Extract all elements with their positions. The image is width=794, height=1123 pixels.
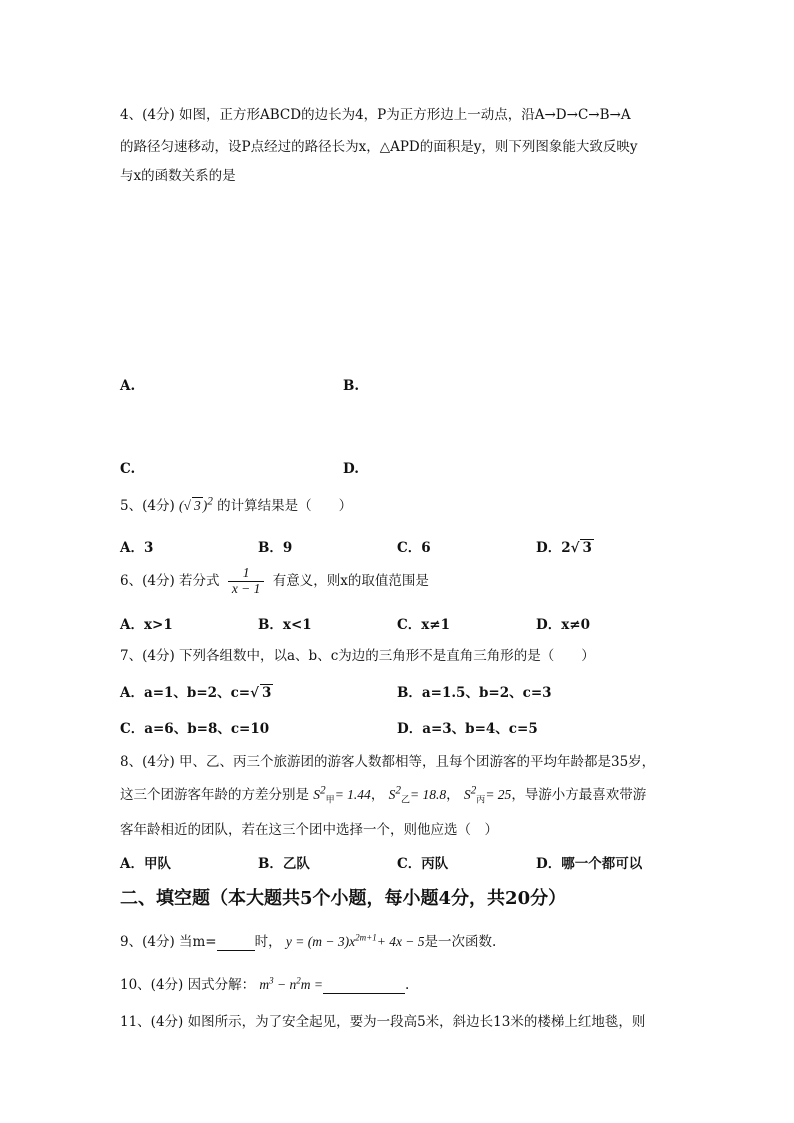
q9-answer-blank[interactable]: [217, 934, 255, 951]
q6-fraction: $\frac{1}{x - 1}$: [228, 566, 265, 597]
q4-option-d[interactable]: D.: [343, 461, 359, 477]
q8-variance-yi: $S^2_乙= 18.8$: [388, 784, 447, 805]
q6-prefix: 6、(4分) 若分式: [120, 572, 220, 589]
q8-variance-bing: $S^2_丙= 25$: [463, 784, 512, 805]
q8-option-c[interactable]: C．丙队: [397, 856, 449, 872]
q4-option-c[interactable]: C.: [120, 461, 136, 477]
q10-stem: 10、(4分) 因式分解： $m^3 - n^2m$ = .: [120, 975, 410, 993]
q7-option-c[interactable]: C．a=6、b=8、c=10: [120, 721, 270, 737]
q5-option-c[interactable]: C．6: [397, 540, 431, 556]
q8-option-a[interactable]: A．甲队: [120, 856, 171, 872]
q5-prefix: 5、(4分): [120, 498, 175, 514]
section-title: 二、填空题（本大题共5个小题，每小题4分，共20分）: [120, 888, 567, 909]
q4-option-a[interactable]: A.: [120, 378, 136, 394]
q4-line-2: 的路径匀速移动，设P点经过的路径长为x，△APD的面积是y，则下列图象能大致反映y: [120, 139, 638, 155]
q4-option-b[interactable]: B.: [343, 378, 360, 394]
q6-option-c[interactable]: C．x≠1: [397, 617, 450, 633]
q5-option-b[interactable]: B．9: [258, 540, 293, 556]
q5-stem: [120, 494, 352, 514]
q8-variance-jia: $S^2_甲= 1.44$: [313, 784, 371, 805]
q5-expression: (√ 3 )$^2$: [179, 495, 213, 513]
q10-expression: $m^3 - n^2m$ =: [259, 975, 323, 992]
q6-stem: [120, 566, 429, 597]
q4-line-1: 4、(4分) 如图，正方形ABCD的边长为4，P为正方形边上一动点，沿A→D→C→B→A: [120, 107, 631, 123]
q8-option-d[interactable]: D．哪一个都可以: [536, 856, 643, 872]
q5-option-d[interactable]: D．2√ 3: [536, 540, 592, 556]
q6-suffix: 有意义，则x的取值范围是: [272, 572, 429, 589]
q4-line-3: 与x的函数关系的是: [120, 168, 236, 184]
q9-expression: $y = (m - 3)x^{2m+1}+ 4x - 5$: [285, 932, 425, 949]
q11-stem: 11、(4分) 如图所示，为了安全起见，要为一段高5米，斜边长13米的楼梯上红地毯，则: [120, 1014, 646, 1030]
q5-option-a[interactable]: A．3: [120, 540, 154, 556]
q7-option-b[interactable]: B．a=1.5、b=2、c=3: [397, 685, 552, 701]
q6-option-d[interactable]: D．x≠0: [536, 617, 590, 633]
q8-line-3: 客年龄相近的团队，若在这三个团中选择一个，则他应选（ ）: [120, 822, 498, 838]
q8-line-1: 8、(4分) 甲、乙、丙三个旅游团的游客人数都相等，且每个团游客的平均年龄都是35岁，: [120, 754, 656, 770]
q7-stem: 7、(4分) 下列各组数中，以a、b、c为边的三角形不是直角三角形的是（ ）: [120, 648, 595, 664]
q10-answer-blank[interactable]: [323, 977, 405, 994]
q7-option-d[interactable]: D．a=3、b=4、c=5: [397, 721, 538, 737]
q6-option-a[interactable]: A．x>1: [120, 617, 173, 633]
q8-option-b[interactable]: B．乙队: [258, 856, 310, 872]
q6-option-b[interactable]: B．x<1: [258, 617, 312, 633]
q5-suffix: 的计算结果是（ ）: [217, 498, 353, 514]
q7-option-a[interactable]: A．a=1、b=2、c=√ 3: [120, 685, 272, 701]
q8-line-2: 这三个团游客年龄的方差分别是 $S^2_甲= 1.44$， $S^2_乙= 18.8$， $S^2_丙= 25$，导游小方最喜欢带游: [120, 784, 647, 805]
q9-stem: 9、(4分) 当m= 时， $y = (m - 3)x^{2m+1}+ 4x - 5$是一次函数.: [120, 932, 497, 950]
